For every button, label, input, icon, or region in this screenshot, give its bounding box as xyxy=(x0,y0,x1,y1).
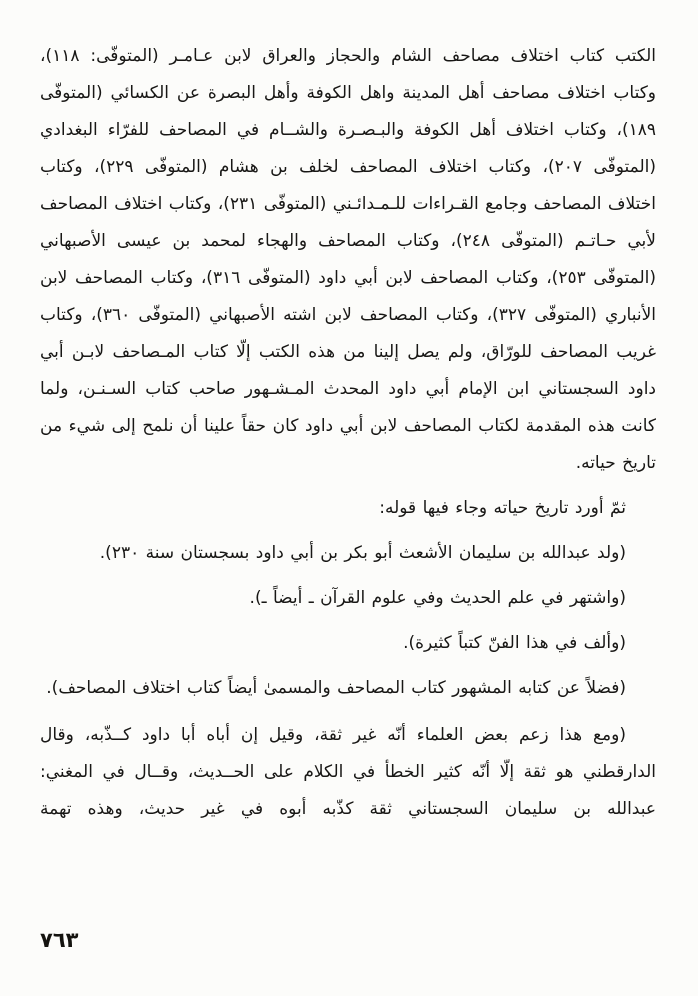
text-block xyxy=(40,38,656,836)
page-number: ٧٦٣ xyxy=(40,928,79,952)
paragraph-books-list: الكتب كتاب اختلاف مصاحف الشام والحجاز والعراق لابن عـامـر (المتوفّى: ١١٨)، وكتاب اختلاف مصاحف أهل المدينة واهل الكوفة وأهل البصرة عن الكسائي (المتوفّى ١٨٩)، وكتاب اختلاف أهل الكوفة والبـصـرة والشــام في المصاحف للفرّاء البغدادي (المتوفّى ٢٠٧)، وكتاب اختلاف المصاحف لخلف بن هشام (المتوفّى ٢٢٩)، وكتاب اختلاف المصاحف وجامع القـراءات للـمـدائـني (المتوفّى ٢٣١)، وكتاب اختلاف المصاحف لأبي حـاتـم (المتوفّى ٢٤٨)، وكتاب المصاحف والهجاء لمحمد بن عيسى الأصبهاني (المتوفّى ٢٥٣)، وكتاب المصاحف لابن أبي داود (المتوفّى ٣١٦)، وكتاب المصاحف لابن الأنباري (المتوفّى ٣٢٧)، وكتاب المصاحف لابن اشته الأصبهاني (المتوفّى ٣٦٠)، وكتاب غريب المصاحف للورّاق، ولم يصل إلينا من هذه الكتب إلّا كتاب المـصاحف لابـن أبي داود السجستاني ابن الإمام أبي داود المحدث المـشـهور صاحب كتاب السـنـن، ولما كانت هذه المقدمة لكتاب المصاحف لابن أبي داود كان حقاً علينا أن نلمح إلى شيء من تاريخ حياته. xyxy=(40,46,657,473)
paragraph-intro-line: ثمّ أورد تاريخ حياته وجاء فيها قوله: xyxy=(379,498,626,518)
paragraph-quote-birth: (ولد عبدالله بن سليمان الأشعث أبو بكر بن أبي داود بسجستان سنة ٢٣٠). xyxy=(99,543,626,563)
paragraph-criticism: (ومع هذا زعم بعض العلماء أنّه غير ثقة، وقيل إن أباه أبا داود كــذّبه، وقال الدارقطني هو ثقة إلّا أنّه كثير الخطأ في الكلام على الحــديث، وقــال في المغني: عبدالله بن سليمان السجستاني ثقة كذّبه أبوه في غير حديث، وهذه تهمة xyxy=(40,725,656,819)
paragraph-quote-fame: (واشتهر في علم الحديث وفي علوم القرآن ـ أيضاً ـ). xyxy=(249,588,626,608)
paragraph-quote-famous-book: (فضلاً عن كتابه المشهور كتاب المصاحف والمسمىٰ أيضاً كتاب اختلاف المصاحف). xyxy=(46,678,626,698)
paragraph-quote-works: (وألف في هذا الفنّ كتباً كثيرة). xyxy=(403,633,626,653)
